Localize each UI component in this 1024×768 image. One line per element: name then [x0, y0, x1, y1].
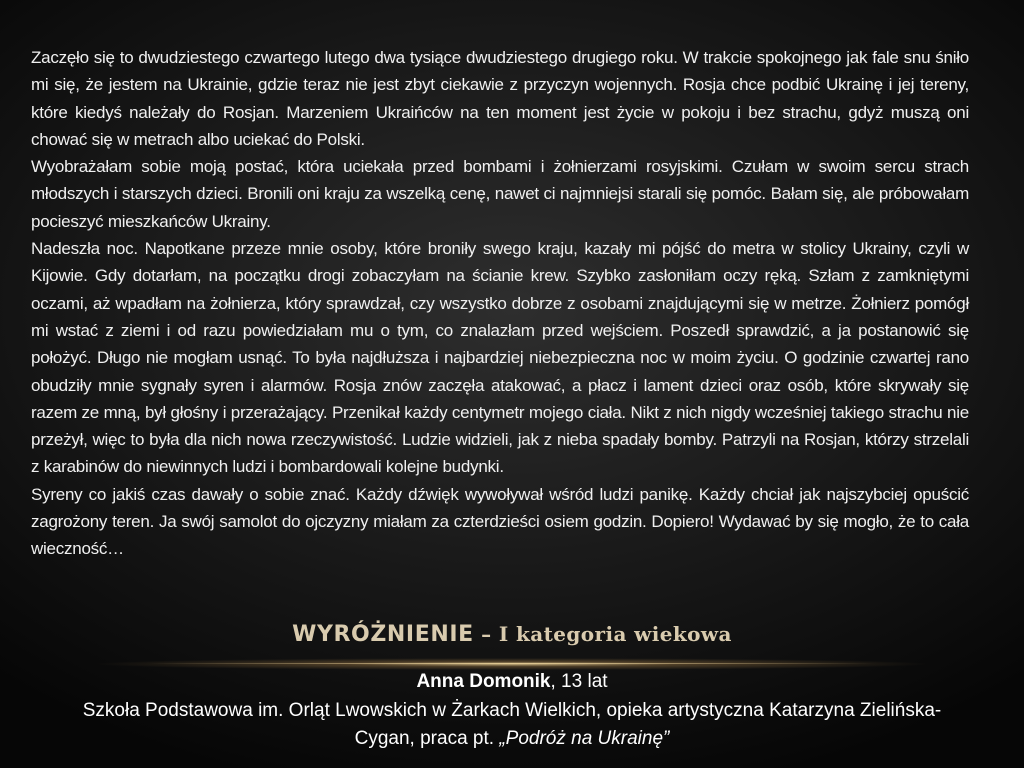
award-category: – I kategoria wiekowa — [473, 622, 732, 646]
award-title: WYRÓŻNIENIE — [292, 622, 474, 647]
work-title: „Podróż na Ukrainę” — [499, 728, 670, 749]
author-age: , 13 lat — [550, 671, 608, 692]
author-name: Anna Domonik — [416, 671, 551, 692]
school-line — [72, 697, 952, 754]
story-paragraph-4: Syreny co jakiś czas dawały o sobie znać. Każdy dźwięk wywoływał wśród ludzi panikę. Każdy chciał jak najszybciej opuścić zagrożony teren. Ja swój samolot do ojczyzny miałam za czterdzieści osiem godzin. Dopiero! Wydawać by się mogło, że to cała wieczność… — [31, 484, 969, 559]
story-paragraph-2: Wyobrażałam sobie moją postać, która uciekała przed bombami i żołnierzami rosyjskimi. Czułam w swoim sercu strach młodszych i starszych dzieci. Bronili oni kraju za wszelką cenę, nawet ci najmniejsi starali się pomóc. Bałam się, ale próbowałam pocieszyć mieszkańców Ukrainy. — [31, 157, 969, 231]
award-heading — [0, 622, 1024, 647]
credits-block — [0, 668, 1024, 754]
author-line — [0, 668, 1024, 697]
school-text: Szkoła Podstawowa im. Orląt Lwowskich w Żarkach Wielkich, opieka artystyczna Katarzyna Zielińska-Cygan, praca pt. — [82, 699, 942, 749]
story-paragraph-1: Zaczęło się to dwudziestego czwartego lutego dwa tysiące dwudziestego drugiego roku. W trakcie spokojnego jak fale snu śniło mi się, że jestem na Ukrainie, gdzie teraz nie jest zbyt ciekawie z przyczyn wojennych. Rosja chce podbić Ukrainę i jej tereny, które kiedyś należały do Rosjan. Marzeniem Ukraińców na ten moment jest życie w pokoju i bez strachu, gdyż muszą oni chować się w metrach albo uciekać do Polski. — [31, 48, 969, 149]
story-paragraph-3: Nadeszła noc. Napotkane przeze mnie osoby, które broniły swego kraju, kazały mi pójść do metra w stolicy Ukrainy, czyli w Kijowie. Gdy dotarłam, na początku drogi zobaczyłam na ścianie krew. Szybko zasłoniłam oczy ręką. Szłam z zamkniętymi oczami, aż wpadłam na żołnierza, który sprawdzał, czy wszystko dobrze z osobami znajdującymi się w metrze. Żołnierz pomógł mi wstać z ziemi i od razu powiedziałam mu o tym, co znalazłam przed wejściem. Poszedł sprawdzić, a ja postanowić się położyć. Długo nie mogłam usnąć. To była najdłuższa i najbardziej niebezpieczna noc w moim życiu. O godzinie czwartej rano obudziły mnie sygnały syren i alarmów. Rosja znów zaczęła atakować, a płacz i lament dzieci oraz osób, które skrywały się razem ze mną, był głośny i przerażający. Przenikał każdy centymetr mojego ciała. Nikt z nich nigdy wcześniej takiego strachu nie przeżył, więc to była dla nich nowa rzeczywistość. Ludzie widzieli, jak z nieba spadały bomby. Patrzyli na Rosjan, którzy strzelali z karabinów do niewinnych ludzi i bombardowali kolejne budynki. — [31, 239, 969, 477]
decorative-glow-line — [150, 663, 874, 664]
story-text — [31, 44, 969, 563]
